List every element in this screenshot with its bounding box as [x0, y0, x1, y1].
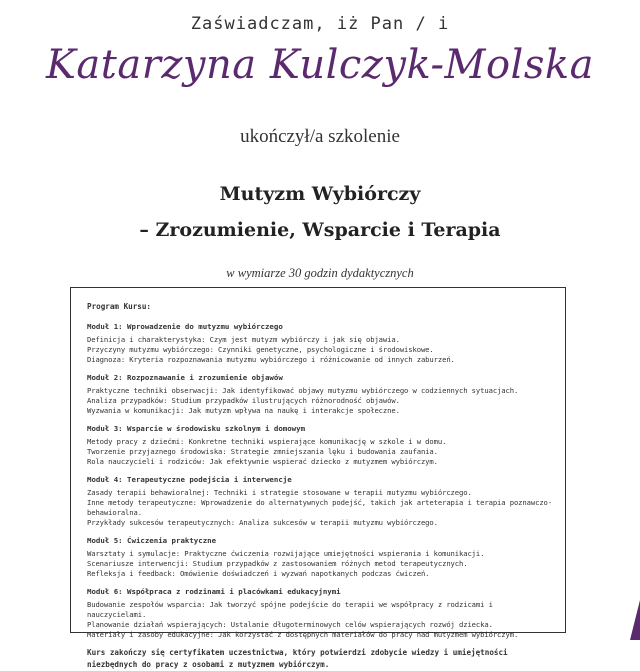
course-title — [0, 176, 640, 248]
course-hours: w wymiarze 30 godzin dydaktycznych — [226, 266, 414, 280]
module-title: Moduł 4: Terapeutyczne podejścia i interwencje — [87, 475, 292, 484]
completion-statement: ukończył/a szkolenie — [240, 126, 400, 147]
course-title-line-2: – Zrozumienie, Wsparcie i Terapia — [139, 219, 501, 241]
program-box — [70, 287, 566, 669]
certificate-intro: Zaświadczam, iż Pan / i — [190, 14, 450, 34]
module-line: Definicja i charakterystyka: Czym jest mutyzm wybiórczy i jak się objawia. — [87, 335, 400, 344]
closing-line-1: Kurs zakończy się certyfikatem uczestnictwa, który potwierdzi zdobycie wiedzy i umiejętności — [87, 648, 508, 657]
module-line: Tworzenie przyjaznego środowiska: Strategie zmniejszania lęku i budowania zaufania. — [87, 447, 438, 456]
module-5 — [87, 535, 555, 579]
module-6 — [87, 586, 555, 640]
module-line: Diagnoza: Kryteria rozpoznawania mutyzmu wybiórczego i różnicowanie od innych zaburzeń. — [87, 355, 455, 364]
module-title: Moduł 5: Ćwiczenia praktyczne — [87, 536, 217, 545]
module-line: Rola nauczycieli i rodziców: Jak efektywnie wspierać dziecko z mutyzmem wybiórczym. — [87, 457, 438, 466]
module-1 — [87, 321, 555, 365]
module-line: Budowanie zespołów wsparcia: Jak tworzyć spójne podejście do terapii we współpracy z rodzicami i nauczycielami. — [87, 600, 493, 619]
module-line: Wyzwania w komunikacji: Jak mutyzm wpływa na naukę i interakcje społeczne. — [87, 406, 400, 415]
closing-line-2: niezbędnych do pracy z osobami z mutyzmem wybiórczym. — [87, 660, 330, 669]
module-line: Przykłady sukcesów terapeutycznych: Analiza sukcesów w terapii mutyzmu wybiórczego. — [87, 518, 438, 527]
module-line: Warsztaty i symulacje: Praktyczne ćwiczenia rozwijające umiejętności wspierania i komunikacji. — [87, 549, 485, 558]
module-line: Analiza przypadków: Studium przypadków ilustrujących różnorodność objawów. — [87, 396, 400, 405]
module-line: Materiały i zasoby edukacyjne: Jak korzystać z dostępnych materiałów do pracy nad mutyzmem wybiórczym. — [87, 630, 519, 639]
module-title: Moduł 2: Rozpoznawanie i zrozumienie objawów — [87, 373, 283, 382]
module-line: behawioralna. — [87, 508, 142, 517]
program-heading: Program Kursu: — [87, 302, 152, 311]
module-line: Przyczyny mutyzmu wybiórczego: Czynniki genetyczne, psychologiczne i środowiskowe. — [87, 345, 434, 354]
module-2 — [87, 372, 555, 416]
module-line: Scenariusze interwencji: Studium przypadków z zastosowaniem różnych metod terapeutycznych. — [87, 559, 468, 568]
participant-name: Katarzyna Kulczyk-Molska — [46, 42, 594, 88]
module-line: Inne metody terapeutyczne: Wprowadzenie do alternatywnych podejść, takich jak arteterapia i terapia poznawczo- — [87, 498, 552, 507]
module-3 — [87, 423, 555, 467]
module-title: Moduł 1: Wprowadzenie do mutyzmu wybiórczego — [87, 322, 283, 331]
module-line: Metody pracy z dziećmi: Konkretne techniki wspierające komunikację w szkole i w domu. — [87, 437, 447, 446]
corner-decoration — [630, 600, 640, 640]
module-title: Moduł 6: Współpraca z rodzinami i placówkami edukacyjnymi — [87, 587, 341, 596]
module-line: Planowanie działań wspierających: Ustalanie długoterminowych celów wspierających rozwój dziecka. — [87, 620, 493, 629]
module-line: Praktyczne techniki obserwacji: Jak identyfikować objawy mutyzmu wybiórczego w codziennych sytuacjach. — [87, 386, 519, 395]
course-title-line-1: Mutyzm Wybiórczy — [219, 183, 421, 205]
module-line: Refleksja i feedback: Omówienie doświadczeń i wyzwań napotkanych podczas ćwiczeń. — [87, 569, 430, 578]
module-title: Moduł 3: Wsparcie w środowisku szkolnym i domowym — [87, 424, 306, 433]
module-line: Zasady terapii behawioralnej: Techniki i strategie stosowane w terapii mutyzmu wybiórczego. — [87, 488, 472, 497]
closing-statement — [87, 647, 555, 671]
module-4 — [87, 474, 555, 528]
